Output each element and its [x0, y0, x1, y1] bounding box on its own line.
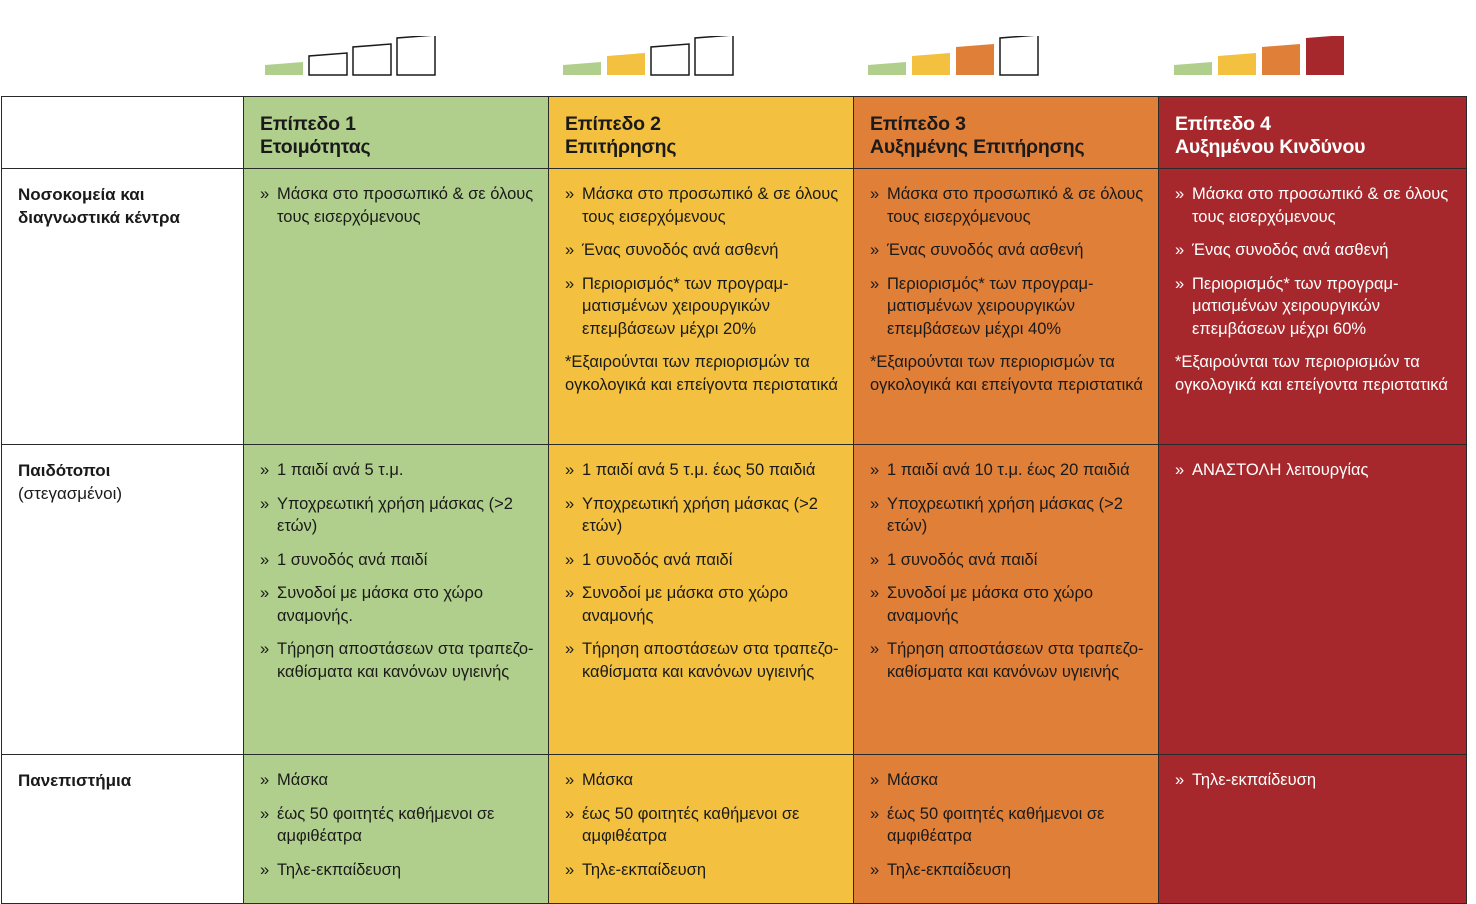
level-bar-2 — [607, 53, 645, 75]
level-bars-icon — [563, 36, 735, 76]
level-bar-3 — [1262, 44, 1300, 75]
exception-note: *Εξαιρούνται των περιορισμών τα ογκολογικά και επείγοντα περιστατικά — [1175, 353, 1448, 394]
measure-item: » Συνοδοί με μάσκα στο χώρο αναμονής — [870, 582, 1146, 627]
measure-item: » Τήρηση αποστάσεων στα τραπεζο-καθίσματα και κανόνων υγιεινής — [870, 638, 1146, 683]
level-indicators — [0, 0, 1476, 95]
measure-item: » Υποχρεωτική χρήση μάσκας (>2 ετών) — [260, 493, 536, 538]
measure-item: » 1 συνοδός ανά παιδί — [260, 549, 536, 572]
measure-item: » Συνοδοί με μάσκα στο χώρο αναμονής — [565, 582, 841, 627]
level-bar-2 — [1218, 53, 1256, 75]
measure-item: » Τηλε-εκπαίδευση — [1175, 769, 1454, 792]
measure-item: » Περιορισμός* των προγραμματισμένων χειρουργικών επεμβάσεων μέχρι 20% — [565, 273, 841, 341]
measures-table — [1, 96, 1467, 904]
measure-item: » Υποχρεωτική χρήση μάσκας (>2 ετών) — [565, 493, 841, 538]
exception-note: *Εξαιρούνται των περιορισμών τα ογκολογικά και επείγοντα περιστατικά — [565, 353, 838, 394]
level-bar-1 — [868, 62, 906, 75]
row-label — [2, 445, 244, 755]
level-4-cell — [1159, 755, 1467, 904]
measure-item: » έως 50 φοιτητές καθήμενοι σε αμφιθέατρα — [565, 803, 841, 848]
level-bars-icon — [868, 36, 1040, 76]
level-bar-4 — [397, 36, 435, 75]
level-bar-4 — [695, 36, 733, 75]
level-bar-2 — [912, 53, 950, 75]
row-label — [2, 755, 244, 904]
level-3-cell — [854, 445, 1159, 755]
header-row — [2, 97, 1467, 169]
row-title: Πανεπιστήμια — [18, 771, 132, 790]
level-bar-3 — [956, 44, 994, 75]
level-2-indicator-icon — [563, 36, 735, 76]
level-4-cell — [1159, 169, 1467, 445]
header-level-1: Επίπεδο 1 Ετοιμότητας — [244, 97, 549, 169]
row-hospitals — [2, 169, 1467, 445]
measure-item: » 1 συνοδός ανά παιδί — [565, 549, 841, 572]
measure-item: » Συνοδοί με μάσκα στο χώρο αναμονής. — [260, 582, 536, 627]
measure-item: » Υποχρεωτική χρήση μάσκας (>2 ετών) — [870, 493, 1146, 538]
measure-item: » Περιορισμός* των προγραμματισμένων χειρουργικών επεμβάσεων μέχρι 60% — [1175, 273, 1454, 341]
row-title: Νοσοκομεία και — [18, 185, 145, 204]
measure-item: » Τηλε-εκπαίδευση — [260, 859, 536, 882]
level-bar-1 — [265, 62, 303, 75]
level-1-indicator-icon — [265, 36, 437, 76]
row-universities — [2, 755, 1467, 904]
row-playgrounds — [2, 445, 1467, 755]
header-level-3: Επίπεδο 3 Αυξημένης Επιτήρησης — [854, 97, 1159, 169]
measure-item: » 1 παιδί ανά 5 τ.μ. έως 50 παιδιά — [565, 459, 841, 482]
measure-item: » Ένας συνοδός ανά ασθενή — [1175, 239, 1454, 262]
level-1-cell — [244, 755, 549, 904]
level-1-cell — [244, 445, 549, 755]
level-3-cell — [854, 755, 1159, 904]
level-bars-icon — [1174, 36, 1346, 76]
measure-item: » Ένας συνοδός ανά ασθενή — [565, 239, 841, 262]
exception-note: *Εξαιρούνται των περιορισμών τα ογκολογικά και επείγοντα περιστατικά — [870, 353, 1143, 394]
level-bar-3 — [353, 44, 391, 75]
level-2-cell — [549, 445, 854, 755]
level-3-cell — [854, 169, 1159, 445]
measure-item: » Τηλε-εκπαίδευση — [870, 859, 1146, 882]
measure-item: » έως 50 φοιτητές καθήμενοι σε αμφιθέατρα — [870, 803, 1146, 848]
header-level-2: Επίπεδο 2 Επιτήρησης — [549, 97, 854, 169]
level-3-indicator-icon — [868, 36, 1040, 76]
measure-item: » Μάσκα — [565, 769, 841, 792]
measure-item: » ΑΝΑΣΤΟΛΗ λειτουργίας — [1175, 459, 1454, 482]
measure-item: » Ένας συνοδός ανά ασθενή — [870, 239, 1146, 262]
level-1-cell — [244, 169, 549, 445]
row-subtitle: (στεγασμένοι) — [18, 484, 123, 503]
header-level-4: Επίπεδο 4 Αυξημένου Κινδύνου — [1159, 97, 1467, 169]
measure-item: » Μάσκα — [870, 769, 1146, 792]
measure-item: » Περιορισμός* των προγραμματισμένων χειρουργικών επεμβάσεων μέχρι 40% — [870, 273, 1146, 341]
measure-item: » 1 παιδί ανά 5 τ.μ. — [260, 459, 536, 482]
level-2-cell — [549, 169, 854, 445]
row-label — [2, 169, 244, 445]
measure-item: » Τήρηση αποστάσεων στα τραπεζο-καθίσματα και κανόνων υγιεινής — [565, 638, 841, 683]
level-4-cell — [1159, 445, 1467, 755]
level-2-cell — [549, 755, 854, 904]
measure-item: » 1 συνοδός ανά παιδί — [870, 549, 1146, 572]
level-bars-icon — [265, 36, 437, 76]
level-bar-3 — [651, 44, 689, 75]
measure-item: » Μάσκα στο προσωπικό & σε όλους τους εισερχόμενους — [1175, 183, 1454, 228]
level-bar-4 — [1306, 36, 1344, 75]
row-title: Παιδότοποι — [18, 461, 111, 480]
level-bar-2 — [309, 53, 347, 75]
measure-item: » Μάσκα — [260, 769, 536, 792]
measure-item: » 1 παιδί ανά 10 τ.μ. έως 20 παιδιά — [870, 459, 1146, 482]
level-4-indicator-icon — [1174, 36, 1346, 76]
header-empty-cell — [2, 97, 244, 169]
level-bar-4 — [1000, 36, 1038, 75]
measure-item: » Τηλε-εκπαίδευση — [565, 859, 841, 882]
level-bar-1 — [1174, 62, 1212, 75]
measure-item: » Μάσκα στο προσωπικό & σε όλους τους εισερχόμενους — [870, 183, 1146, 228]
row-title-line-2: διαγνωστικά κέντρα — [18, 208, 180, 227]
measure-item: » Μάσκα στο προσωπικό & σε όλους τους εισερχόμενους — [565, 183, 841, 228]
measure-item: » έως 50 φοιτητές καθήμενοι σε αμφιθέατρα — [260, 803, 536, 848]
level-bar-1 — [563, 62, 601, 75]
measure-item: » Μάσκα στο προσωπικό & σε όλους τους εισερχόμενους — [260, 183, 536, 228]
measure-item: » Τήρηση αποστάσεων στα τραπεζο-καθίσματα και κανόνων υγιεινής — [260, 638, 536, 683]
